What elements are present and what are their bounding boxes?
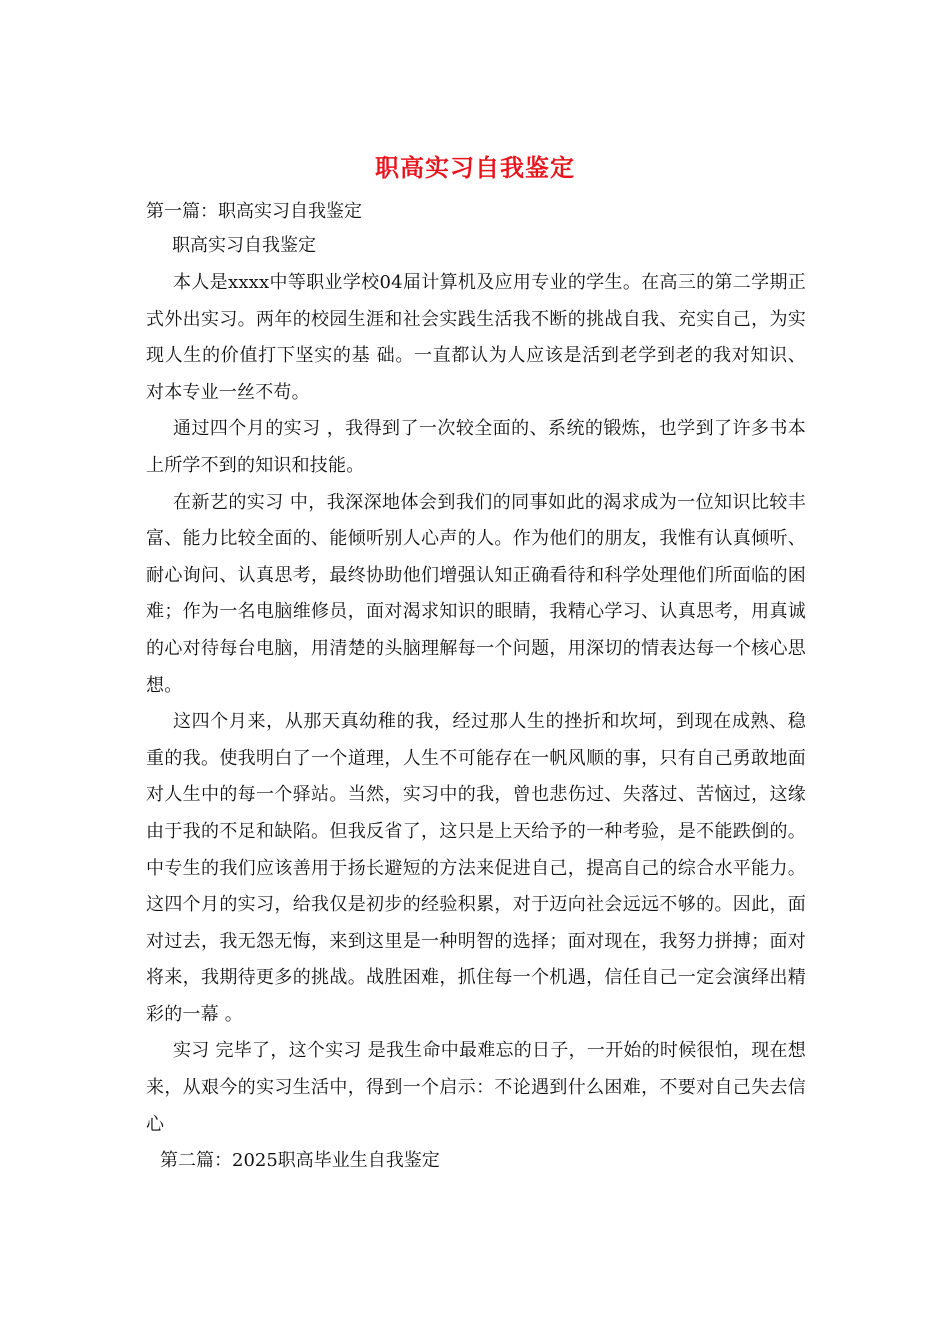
document-subtitle: 职高实习自我鉴定 (172, 235, 316, 256)
paragraph: 这四个月来，从那天真幼稚的我，经过那人生的挫折和坎坷，到现在成熟、稳重的我。使我明白了一个道理，人生不可能存在一帆风顺的事，只有自己勇敢地面对人生中的每一个驿站。当然，实习中的我，曾也悲伤过、失落过、苦恼过，这缘由于我的不足和缺陷。但我反省了，这只是上天给予的一种考验，是不能跌倒的。中专生的我们应该善用于扬长避短的方法来促进自己，提高自己的综合水平能力。这四个月的实习，给我仅是初步的经验积累，对于迈向社会远远不够的。因此，面对过去，我无怨无悔，来到这里是一种明智的选择；面对现在，我努力拼搏；面对将来，我期待更多的挑战。战胜困难，抓住每一个机遇，信任自己一定会演绎出精彩的一幕 。 (146, 711, 806, 1025)
document-title: 职高实习自我鉴定 (375, 153, 575, 182)
paragraph: 通过四个月的实习 ，我得到了一次较全面的、系统的锻炼，也学到了许多书本上所学不到的知识和技能。 (146, 418, 806, 476)
paragraph: 本人是xxxx中等职业学校04届计算机及应用专业的学生。在高三的第二学期正式外出实习。两年的校园生涯和社会实践生活我不断的挑战自我、充实自己，为实现人生的价值打下坚实的基 础。一直都认为人应该是活到老学到老的我对知识、对本专业一丝不苟。 (146, 272, 806, 403)
section-heading-1: 第一篇：职高实习自我鉴定 (146, 201, 362, 222)
section-heading-2: 第二篇：2025职高毕业生自我鉴定 (160, 1150, 440, 1172)
document-body (146, 196, 806, 1177)
paragraph: 实习 完毕了，这个实习 是我生命中最难忘的日子，一开始的时候很怕，现在想来，从艰今的实习生活中，得到一个启示：不论遇到什么困难，不要对自己失去信心 (146, 1040, 806, 1135)
paragraph: 在新艺的实习 中，我深深地体会到我们的同事如此的渴求成为一位知识比较丰富、能力比较全面的、能倾听别人心声的人。作为他们的朋友，我惟有认真倾听、耐心询问、认真思考，最终协助他们增强认知正确看待和科学处理他们所面临的困难；作为一名电脑维修员，面对渴求知识的眼睛，我精心学习、认真思考，用真诚的心对待每台电脑，用清楚的头脑理解每一个问题，用深切的情表达每一个核心思想。 (146, 491, 806, 696)
